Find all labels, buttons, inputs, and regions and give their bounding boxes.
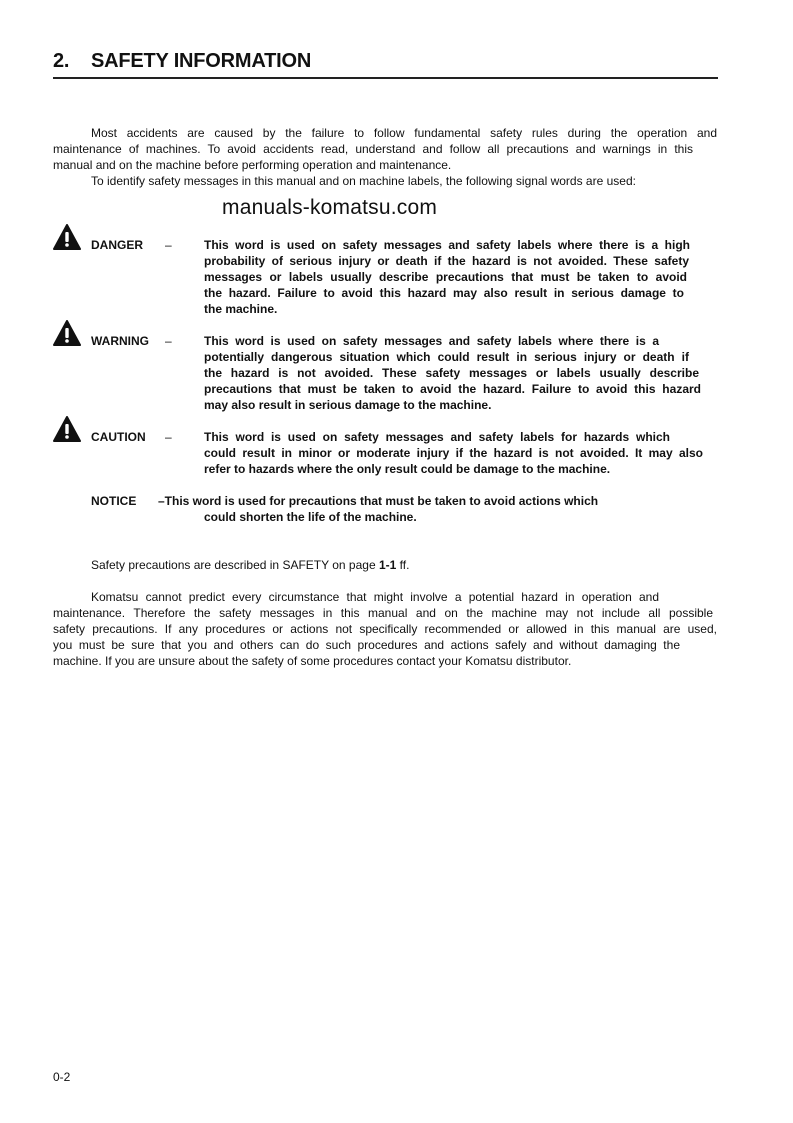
watermark: manuals-komatsu.com bbox=[222, 196, 438, 219]
page-number: 0-2 bbox=[53, 1070, 71, 1084]
page-title bbox=[53, 50, 311, 73]
signal-description-line: messages or labels usually describe precautions that must be taken to avoid bbox=[204, 270, 687, 284]
notice-description-line: –This word is used for precautions that must be taken to avoid actions which bbox=[158, 494, 599, 508]
signal-word-warning: WARNING bbox=[91, 334, 149, 348]
ref-page: 1-1 bbox=[378, 558, 397, 572]
signal-description-line: This word is used on safety messages and safety labels for hazards which bbox=[204, 430, 670, 444]
signal-dash: – bbox=[165, 430, 172, 444]
signal-description-line: could result in minor or moderate injury if the hazard is not avoided. It may also bbox=[204, 446, 703, 460]
section-number: 2. bbox=[53, 50, 70, 72]
signal-word-notice: NOTICE bbox=[91, 494, 137, 508]
intro-line: To identify safety messages in this manual and on machine labels, the following signal words are used: bbox=[91, 174, 636, 188]
intro-line: Most accidents are caused by the failure to follow fundamental safety rules during the operation and bbox=[91, 126, 717, 140]
ref-text: Safety precautions are described in SAFETY on page bbox=[91, 558, 379, 572]
signal-word-caution: CAUTION bbox=[91, 430, 146, 444]
signal-description-line: the hazard. Failure to avoid this hazard may also result in serious damage to bbox=[204, 286, 684, 300]
closing-line: safety precautions. If any procedures or actions not specifically recommended or allowed in this manual are used, bbox=[53, 622, 717, 636]
signal-description-line: potentially dangerous situation which could result in serious injury or death if bbox=[204, 350, 689, 364]
warning-triangle-icon bbox=[53, 416, 81, 442]
title-rule bbox=[53, 77, 718, 79]
closing-line: Komatsu cannot predict every circumstance that might involve a potential hazard in operation and bbox=[91, 590, 659, 604]
intro-line: maintenance of machines. To avoid accidents read, understand and follow all precautions and warnings in this bbox=[53, 142, 693, 156]
closing-line: maintenance. Therefore the safety messages in this manual and on the machine may not include all possible bbox=[53, 606, 713, 620]
precautions-reference bbox=[91, 557, 409, 573]
signal-description-line: precautions that must be taken to avoid the hazard. Failure to avoid this hazard bbox=[204, 382, 701, 396]
signal-description-line: the hazard is not avoided. These safety messages or labels usually describe bbox=[204, 366, 699, 380]
signal-description-line: probability of serious injury or death if the hazard is not avoided. These safety bbox=[204, 254, 689, 268]
warning-triangle-icon bbox=[53, 224, 81, 250]
ref-suffix: ff. bbox=[396, 558, 410, 572]
closing-line: machine. If you are unsure about the safety of some procedures contact your Komatsu distributor. bbox=[53, 654, 572, 668]
signal-description-line: may also result in serious damage to the machine. bbox=[204, 398, 492, 412]
signal-dash: – bbox=[165, 334, 172, 348]
closing-line: you must be sure that you and others can do such procedures and actions safely and without damaging the bbox=[53, 638, 680, 652]
signal-word-danger: DANGER bbox=[91, 238, 144, 252]
signal-description-line: This word is used on safety messages and safety labels where there is a bbox=[204, 334, 659, 348]
intro-line: manual and on the machine before performing operation and maintenance. bbox=[53, 158, 452, 172]
notice-description-line: could shorten the life of the machine. bbox=[204, 510, 417, 524]
signal-description-line: This word is used on safety messages and safety labels where there is a high bbox=[204, 238, 690, 252]
section-title: SAFETY INFORMATION bbox=[91, 50, 312, 72]
signal-description-line: refer to hazards where the only result could be damage to the machine. bbox=[204, 462, 611, 476]
signal-description-line: the machine. bbox=[204, 302, 278, 316]
warning-triangle-icon bbox=[53, 320, 81, 346]
signal-dash: – bbox=[165, 238, 172, 252]
